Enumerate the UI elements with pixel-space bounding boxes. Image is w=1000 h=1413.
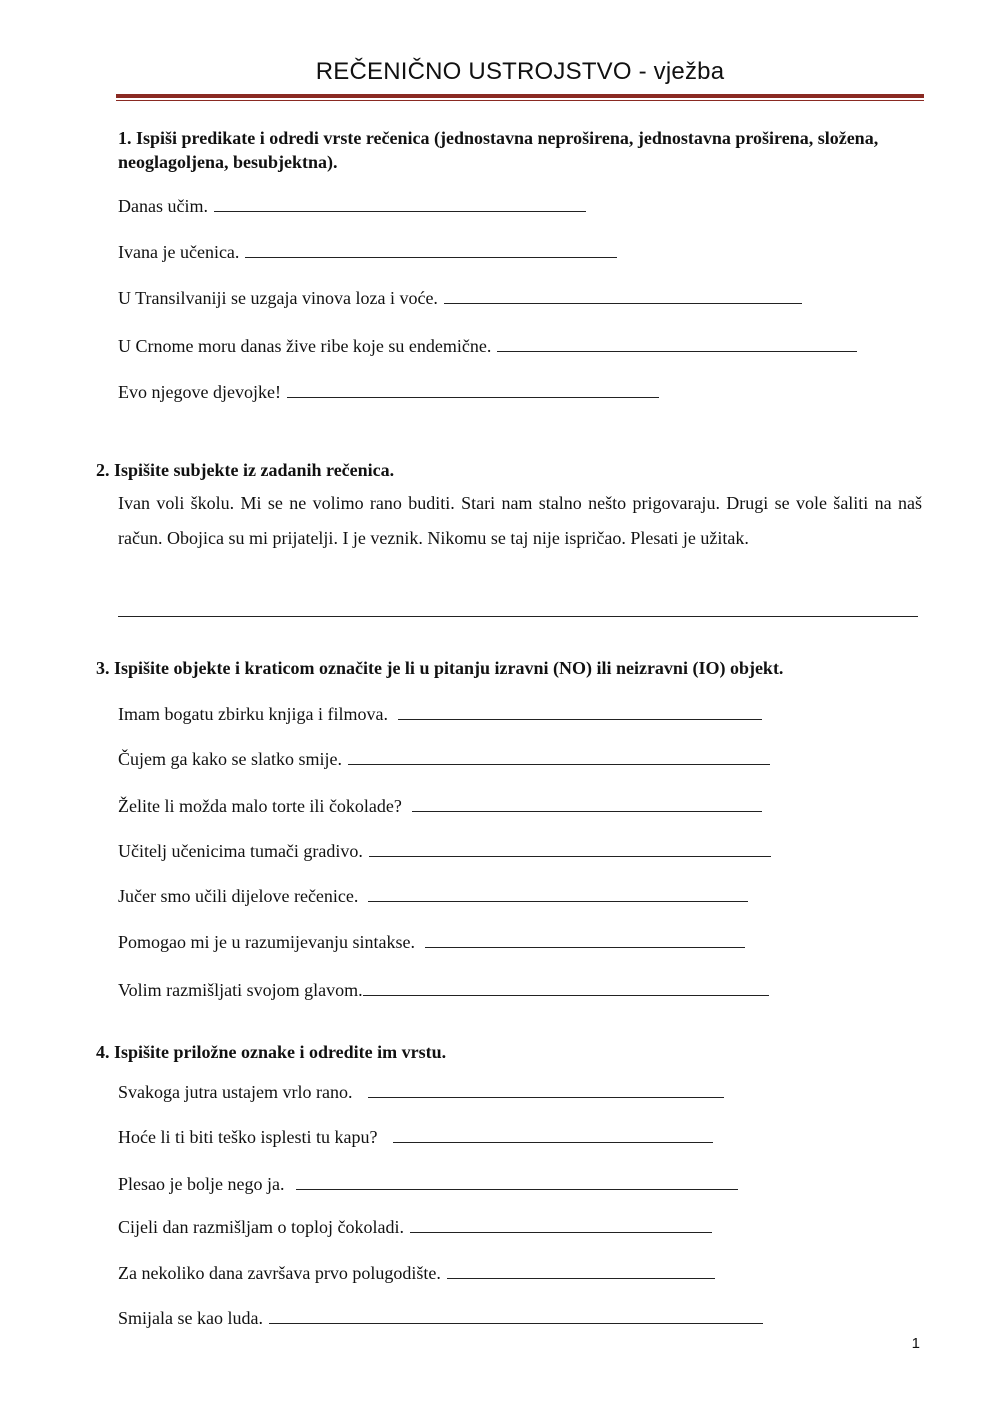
s3-item-text: Učitelj učenicima tumači gradivo. xyxy=(118,841,363,861)
s1-item-text: U Crnome moru danas žive ribe koje su endemične. xyxy=(118,336,492,356)
s1-item-text: Evo njegove djevojke! xyxy=(118,382,281,402)
answer-blank[interactable] xyxy=(363,981,769,996)
s4-item-text: Plesao je bolje nego ja. xyxy=(118,1174,285,1194)
s3-item-text: Imam bogatu zbirku knjiga i filmova. xyxy=(118,704,388,724)
answer-blank[interactable] xyxy=(412,797,762,812)
s3-item-3 xyxy=(118,796,762,817)
answer-blank[interactable] xyxy=(348,750,770,765)
answer-blank[interactable] xyxy=(425,933,745,948)
s1-item-2 xyxy=(118,242,617,263)
answer-blank[interactable] xyxy=(245,243,617,258)
answer-blank[interactable] xyxy=(444,289,802,304)
s1-item-4 xyxy=(118,336,857,357)
s1-item-5 xyxy=(118,382,659,403)
section-2-text: Ivan voli školu. Mi se ne volimo rano buditi. Stari nam stalno nešto prigovaraju. Drugi se vole šaliti na naš račun. Obojica su mi prijatelji. I je veznik. Nikomu se taj nije ispričao. Plesati je užitak. xyxy=(118,493,922,548)
s4-item-3 xyxy=(118,1174,738,1195)
answer-blank[interactable] xyxy=(368,1083,724,1098)
s3-item-text: Jučer smo učili dijelove rečenice. xyxy=(118,886,359,906)
answer-blank[interactable] xyxy=(368,887,748,902)
s1-item-text: U Transilvaniji se uzgaja vinova loza i voće. xyxy=(118,288,438,308)
s4-item-4 xyxy=(118,1217,712,1238)
s1-item-3 xyxy=(118,288,802,309)
answer-blank[interactable] xyxy=(393,1128,713,1143)
s1-item-text: Danas učim. xyxy=(118,196,208,216)
s3-item-7 xyxy=(118,980,769,1001)
answer-blank[interactable] xyxy=(269,1309,763,1324)
answer-blank[interactable] xyxy=(287,383,659,398)
section-1-heading: 1. Ispiši predikate i odredi vrste rečenica (jednostavna neproširena, jednostavna proširena, složena, neoglagoljena, besubjektna). xyxy=(118,128,879,172)
s4-item-text: Smijala se kao luda. xyxy=(118,1308,263,1328)
answer-blank[interactable] xyxy=(369,842,771,857)
answer-blank[interactable] xyxy=(447,1264,715,1279)
s4-item-text: Cijeli dan razmišljam o toploj čokoladi. xyxy=(118,1217,404,1237)
answer-blank[interactable] xyxy=(118,616,918,617)
s4-item-text: Hoće li ti biti teško isplesti tu kapu? xyxy=(118,1127,378,1147)
title-rule xyxy=(116,94,924,98)
title-rule-thin xyxy=(116,100,924,101)
section-2-heading: 2. Ispišite subjekte iz zadanih rečenica. xyxy=(96,460,395,480)
s3-item-text: Pomogao mi je u razumijevanju sintakse. xyxy=(118,932,415,952)
s3-item-4 xyxy=(118,841,771,862)
section-3-heading: 3. Ispišite objekte i kraticom označite je li u pitanju izravni (NO) ili neizravni (IO) objekt. xyxy=(96,658,784,678)
s1-item-text: Ivana je učenica. xyxy=(118,242,240,262)
s1-item-1 xyxy=(118,196,586,217)
s4-item-text: Svakoga jutra ustajem vrlo rano. xyxy=(118,1082,353,1102)
s3-item-text: Želite li možda malo torte ili čokolade? xyxy=(118,796,402,816)
s3-item-5 xyxy=(118,886,748,907)
s3-item-1 xyxy=(118,704,762,725)
s3-item-text: Čujem ga kako se slatko smije. xyxy=(118,749,342,769)
s4-item-5 xyxy=(118,1263,715,1284)
answer-blank[interactable] xyxy=(296,1175,738,1190)
answer-blank[interactable] xyxy=(497,337,857,352)
answer-blank[interactable] xyxy=(214,197,586,212)
s4-item-1 xyxy=(118,1082,724,1103)
answer-blank[interactable] xyxy=(398,705,762,720)
answer-blank[interactable] xyxy=(410,1218,712,1233)
page-title: REČENIČNO USTROJSTVO - vježba xyxy=(315,58,725,85)
s4-item-2 xyxy=(118,1127,713,1148)
s3-item-text: Volim razmišljati svojom glavom. xyxy=(118,980,363,1000)
s3-item-6 xyxy=(118,932,745,953)
s4-item-text: Za nekoliko dana završava prvo polugodište. xyxy=(118,1263,441,1283)
page-number: 1 xyxy=(911,1335,920,1352)
s3-item-2 xyxy=(118,749,770,770)
s4-item-6 xyxy=(118,1308,763,1329)
section-4-heading: 4. Ispišite priložne oznake i odredite im vrstu. xyxy=(96,1042,447,1062)
